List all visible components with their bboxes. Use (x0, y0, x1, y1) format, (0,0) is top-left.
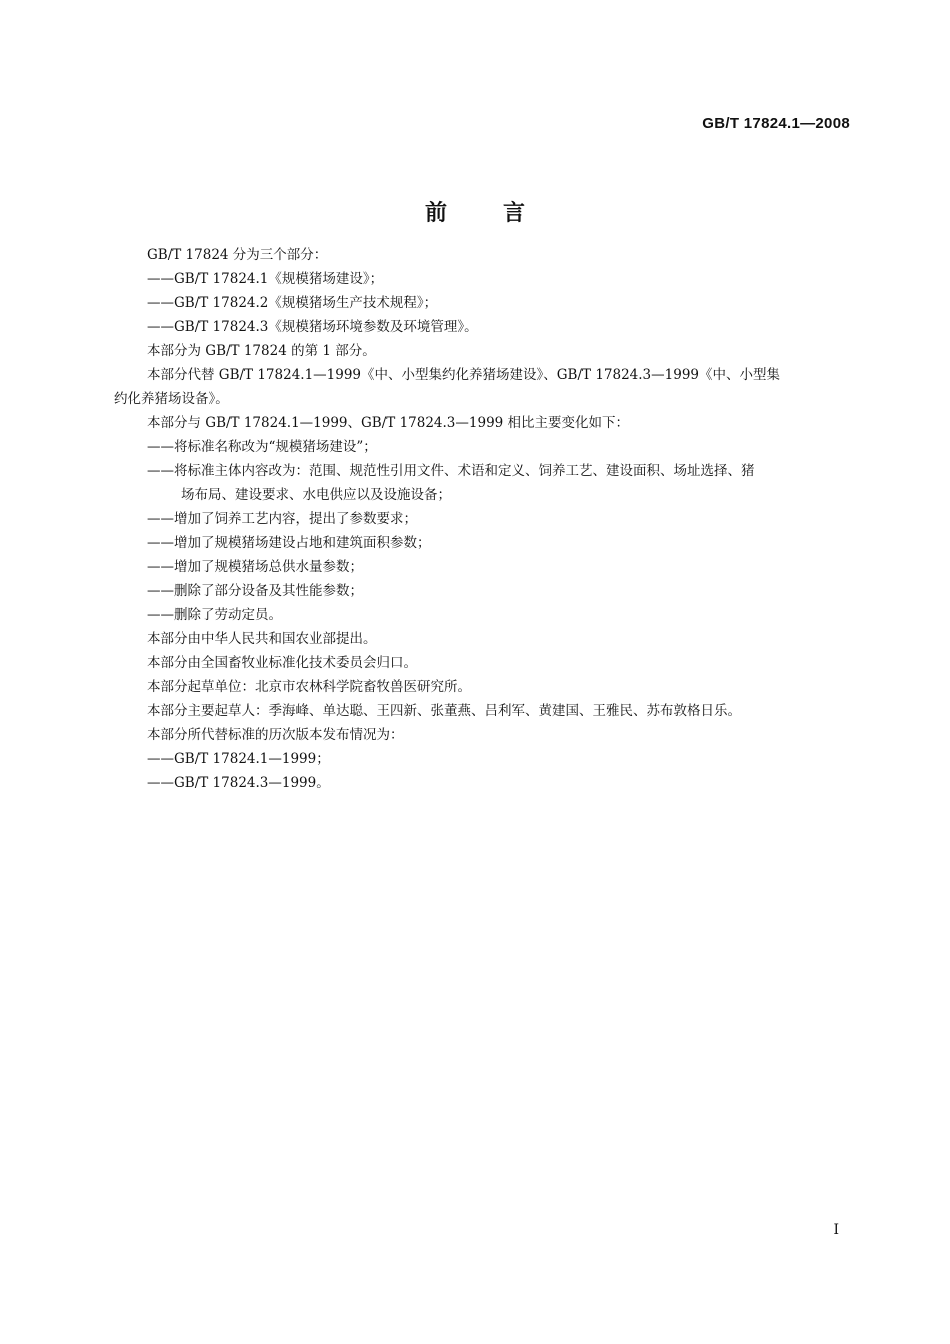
list-item: ——GB/T 17824.1—1999； (147, 751, 330, 767)
paragraph-line: 本部分由全国畜牧业标准化技术委员会归口。 (147, 655, 417, 671)
list-item: ——GB/T 17824.3—1999。 (147, 775, 330, 791)
paragraph-line: GB/T 17824 分为三个部分： (147, 247, 328, 263)
list-item: ——增加了规模猪场总供水量参数； (147, 559, 363, 575)
list-item: ——增加了规模猪场建设占地和建筑面积参数； (147, 535, 431, 551)
page-number: I (833, 1222, 839, 1238)
paragraph-line: 约化养猪场设备》。 (114, 391, 229, 407)
list-item: ——GB/T 17824.3《规模猪场环境参数及环境管理》。 (147, 319, 478, 335)
paragraph-line: 本部分由中华人民共和国农业部提出。 (147, 631, 377, 647)
list-item: ——将标准名称改为“规模猪场建设”； (147, 439, 377, 455)
list-item: ——GB/T 17824.1《规模猪场建设》； (147, 271, 384, 287)
list-item: ——增加了饲养工艺内容，提出了参数要求； (147, 511, 417, 527)
standard-code: GB/T 17824.1—2008 (702, 115, 850, 132)
list-item: 场布局、建设要求、水电供应以及设施设备； (181, 487, 451, 503)
paragraph-line: 本部分所代替标准的历次版本发布情况为： (147, 727, 404, 743)
paragraph-line: 本部分代替 GB/T 17824.1—1999《中、小型集约化养猪场建设》、GB/T 17824.3—1999《中、小型集 (147, 367, 781, 383)
paragraph-line: 本部分主要起草人：季海峰、单达聪、王四新、张董燕、吕利军、黄建国、王雅民、苏布敦格日乐。 (147, 703, 741, 719)
list-item: ——GB/T 17824.2《规模猪场生产技术规程》； (147, 295, 438, 311)
list-item: ——将标准主体内容改为：范围、规范性引用文件、术语和定义、饲养工艺、建设面积、场址选择、猪 (147, 463, 755, 479)
paragraph-line: 本部分起草单位：北京市农林科学院畜牧兽医研究所。 (147, 679, 471, 695)
paragraph-line: 本部分为 GB/T 17824 的第 1 部分。 (147, 343, 376, 359)
list-item: ——删除了劳动定员。 (147, 607, 282, 623)
paragraph-line: 本部分与 GB/T 17824.1—1999、GB/T 17824.3—1999 相比主要变化如下： (147, 415, 630, 431)
list-item: ——删除了部分设备及其性能参数； (147, 583, 363, 599)
page-title: 前言 (424, 201, 581, 226)
